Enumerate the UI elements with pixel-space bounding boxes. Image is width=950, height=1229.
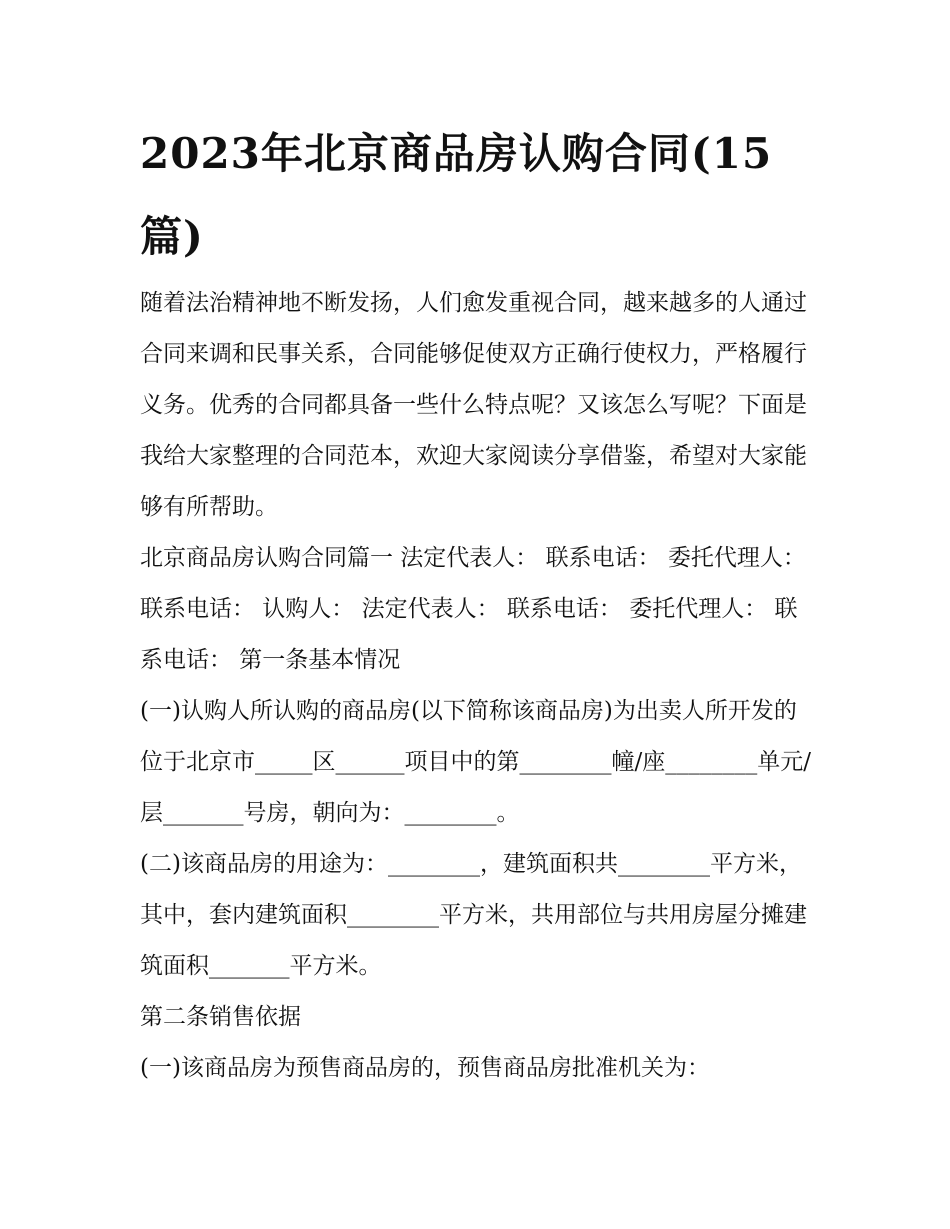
document-title: 2023年北京商品房认购合同(15篇) — [140, 129, 773, 261]
paragraph-clause-1-1: (一)认购人所认购的商品房(以下简称该商品房)为出卖人所开发的位于北京市_____区______项目中的第________幢/座________单元/层_______号房，朝向为：________。 — [140, 698, 811, 826]
document-body — [140, 278, 812, 1094]
paragraph-clause-2-1: (一)该商品房为预售商品房的，预售商品房批准机关为： — [140, 1055, 710, 1081]
paragraph-clause-1-2: (二)该商品房的用途为：________，建筑面积共________平方米，其中，套内建筑面积________平方米，共用部位与共用房屋分摊建筑面积_______平方米。 — [140, 851, 807, 979]
paragraph-parties: 北京商品房认购合同篇一 法定代表人： 联系电话： 委托代理人： 联系电话： 认购人： 法定代表人： 联系电话： 委托代理人： 联系电话： 第一条基本情况 — [140, 545, 806, 673]
paragraph-intro: 随着法治精神地不断发扬，人们愈发重视合同，越来越多的人通过合同来调和民事关系，合同能够促使双方正确行使权力，严格履行义务。优秀的合同都具备一些什么特点呢？又该怎么写呢？下面是我给大家整理的合同范本，欢迎大家阅读分享借鉴，希望对大家能够有所帮助。 — [140, 290, 807, 520]
paragraph-clause-2-heading: 第二条销售依据 — [140, 1004, 301, 1030]
